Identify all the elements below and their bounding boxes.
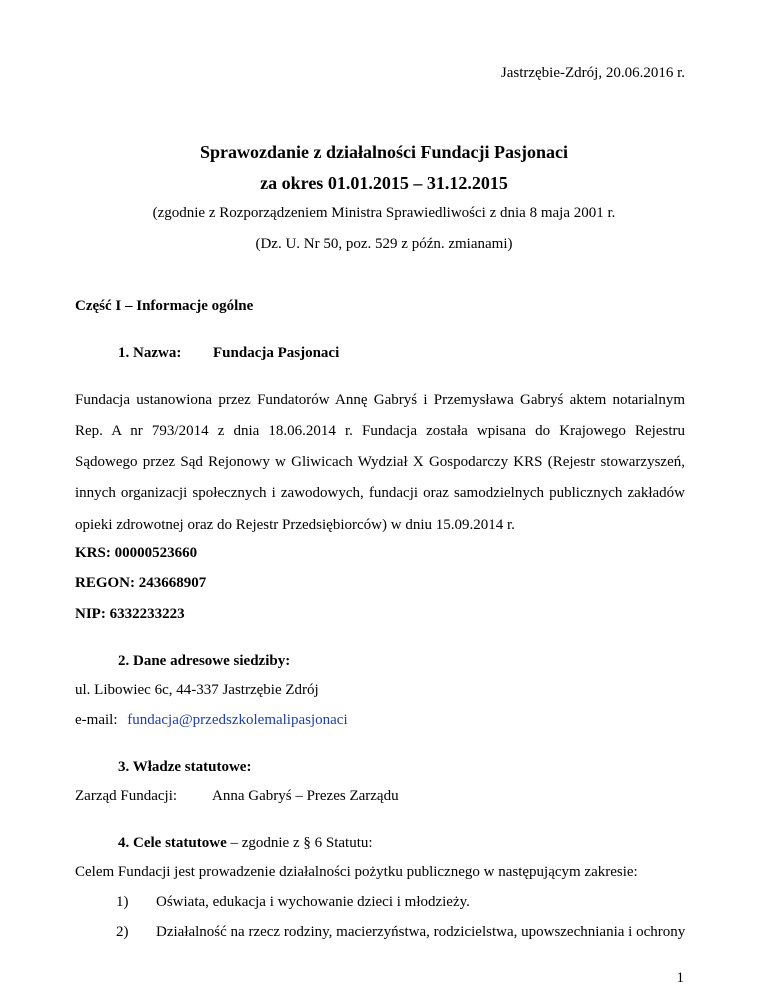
report-period: za okres 01.01.2015 – 31.12.2015 (260, 173, 508, 193)
goal-item (116, 893, 470, 911)
section-heading: Część I – Informacje ogólne (75, 298, 254, 314)
paragraph-line: Rep. A nr 793/2014 z dnia 18.06.2014 r. Fundacja została wpisana do Krajowego Rejestru (75, 423, 685, 439)
goal-item (116, 923, 685, 941)
paragraph-line: innych organizacji społecznych i zawodowych, fundacji oraz samodzielnych publicznych zakładów (75, 485, 685, 501)
legal-basis: (zgodnie z Rozporządzeniem Ministra Sprawiedliwości z dnia 8 maja 2001 r. (152, 205, 616, 221)
goals-heading-ref: – zgodnie z § 6 Statutu: (226, 835, 373, 851)
legal-reference: (Dz. U. Nr 50, poz. 529 z późn. zmianami) (255, 236, 513, 252)
goals-heading (118, 834, 373, 852)
email-label: e-mail: (75, 712, 118, 728)
paragraph-line: Fundacja ustanowiona przez Fundatorów Annę Gabryś i Przemysława Gabryś aktem notarialnym (75, 392, 685, 408)
page-number: 1 (676, 970, 684, 986)
goals-heading-label: 4. Cele statutowe (118, 835, 227, 851)
goal-text: Działalność na rzecz rodziny, macierzyństwa, rodzicielstwa, upowszechniania i ochrony (156, 924, 686, 940)
regon-number: REGON: 243668907 (75, 575, 207, 591)
board-label: Zarząd Fundacji: (75, 788, 178, 804)
paragraph-line: Sądowego przez Sąd Rejonowy w Gliwicach Wydział X Gospodarczy KRS (Rejestr stowarzyszeń, (75, 454, 685, 470)
nip-number: NIP: 6332233223 (75, 606, 185, 622)
goal-text: Oświata, edukacja i wychowanie dzieci i młodzieży. (156, 894, 470, 910)
board-value: Anna Gabryś – Prezes Zarządu (212, 788, 399, 804)
address-heading: 2. Dane adresowe siedziby: (118, 653, 291, 669)
goals-intro: Celem Fundacji jest prowadzenie działalności pożytku publicznego w następującym zakresie: (75, 864, 638, 880)
goal-number: 2) (116, 924, 129, 940)
authorities-heading: 3. Władze statutowe: (118, 759, 252, 775)
name-label: 1. Nazwa: (118, 345, 182, 361)
report-title: Sprawozdanie z działalności Fundacji Pasjonaci (199, 142, 568, 162)
krs-number: KRS: 00000523660 (75, 545, 198, 561)
name-value: Fundacja Pasjonaci (213, 345, 340, 361)
goal-number: 1) (116, 894, 129, 910)
email-row (75, 711, 348, 729)
name-row (118, 344, 181, 362)
address: ul. Libowiec 6c, 44-337 Jastrzębie Zdrój (75, 682, 319, 698)
paragraph-line: opieki zdrowotnej oraz do Rejestr Przedsiębiorców) w dniu 15.09.2014 r. (75, 517, 515, 533)
email-link[interactable]: fundacja@przedszkolemalipasjonaci (127, 712, 348, 728)
place-date: Jastrzębie-Zdrój, 20.06.2016 r. (500, 65, 685, 81)
